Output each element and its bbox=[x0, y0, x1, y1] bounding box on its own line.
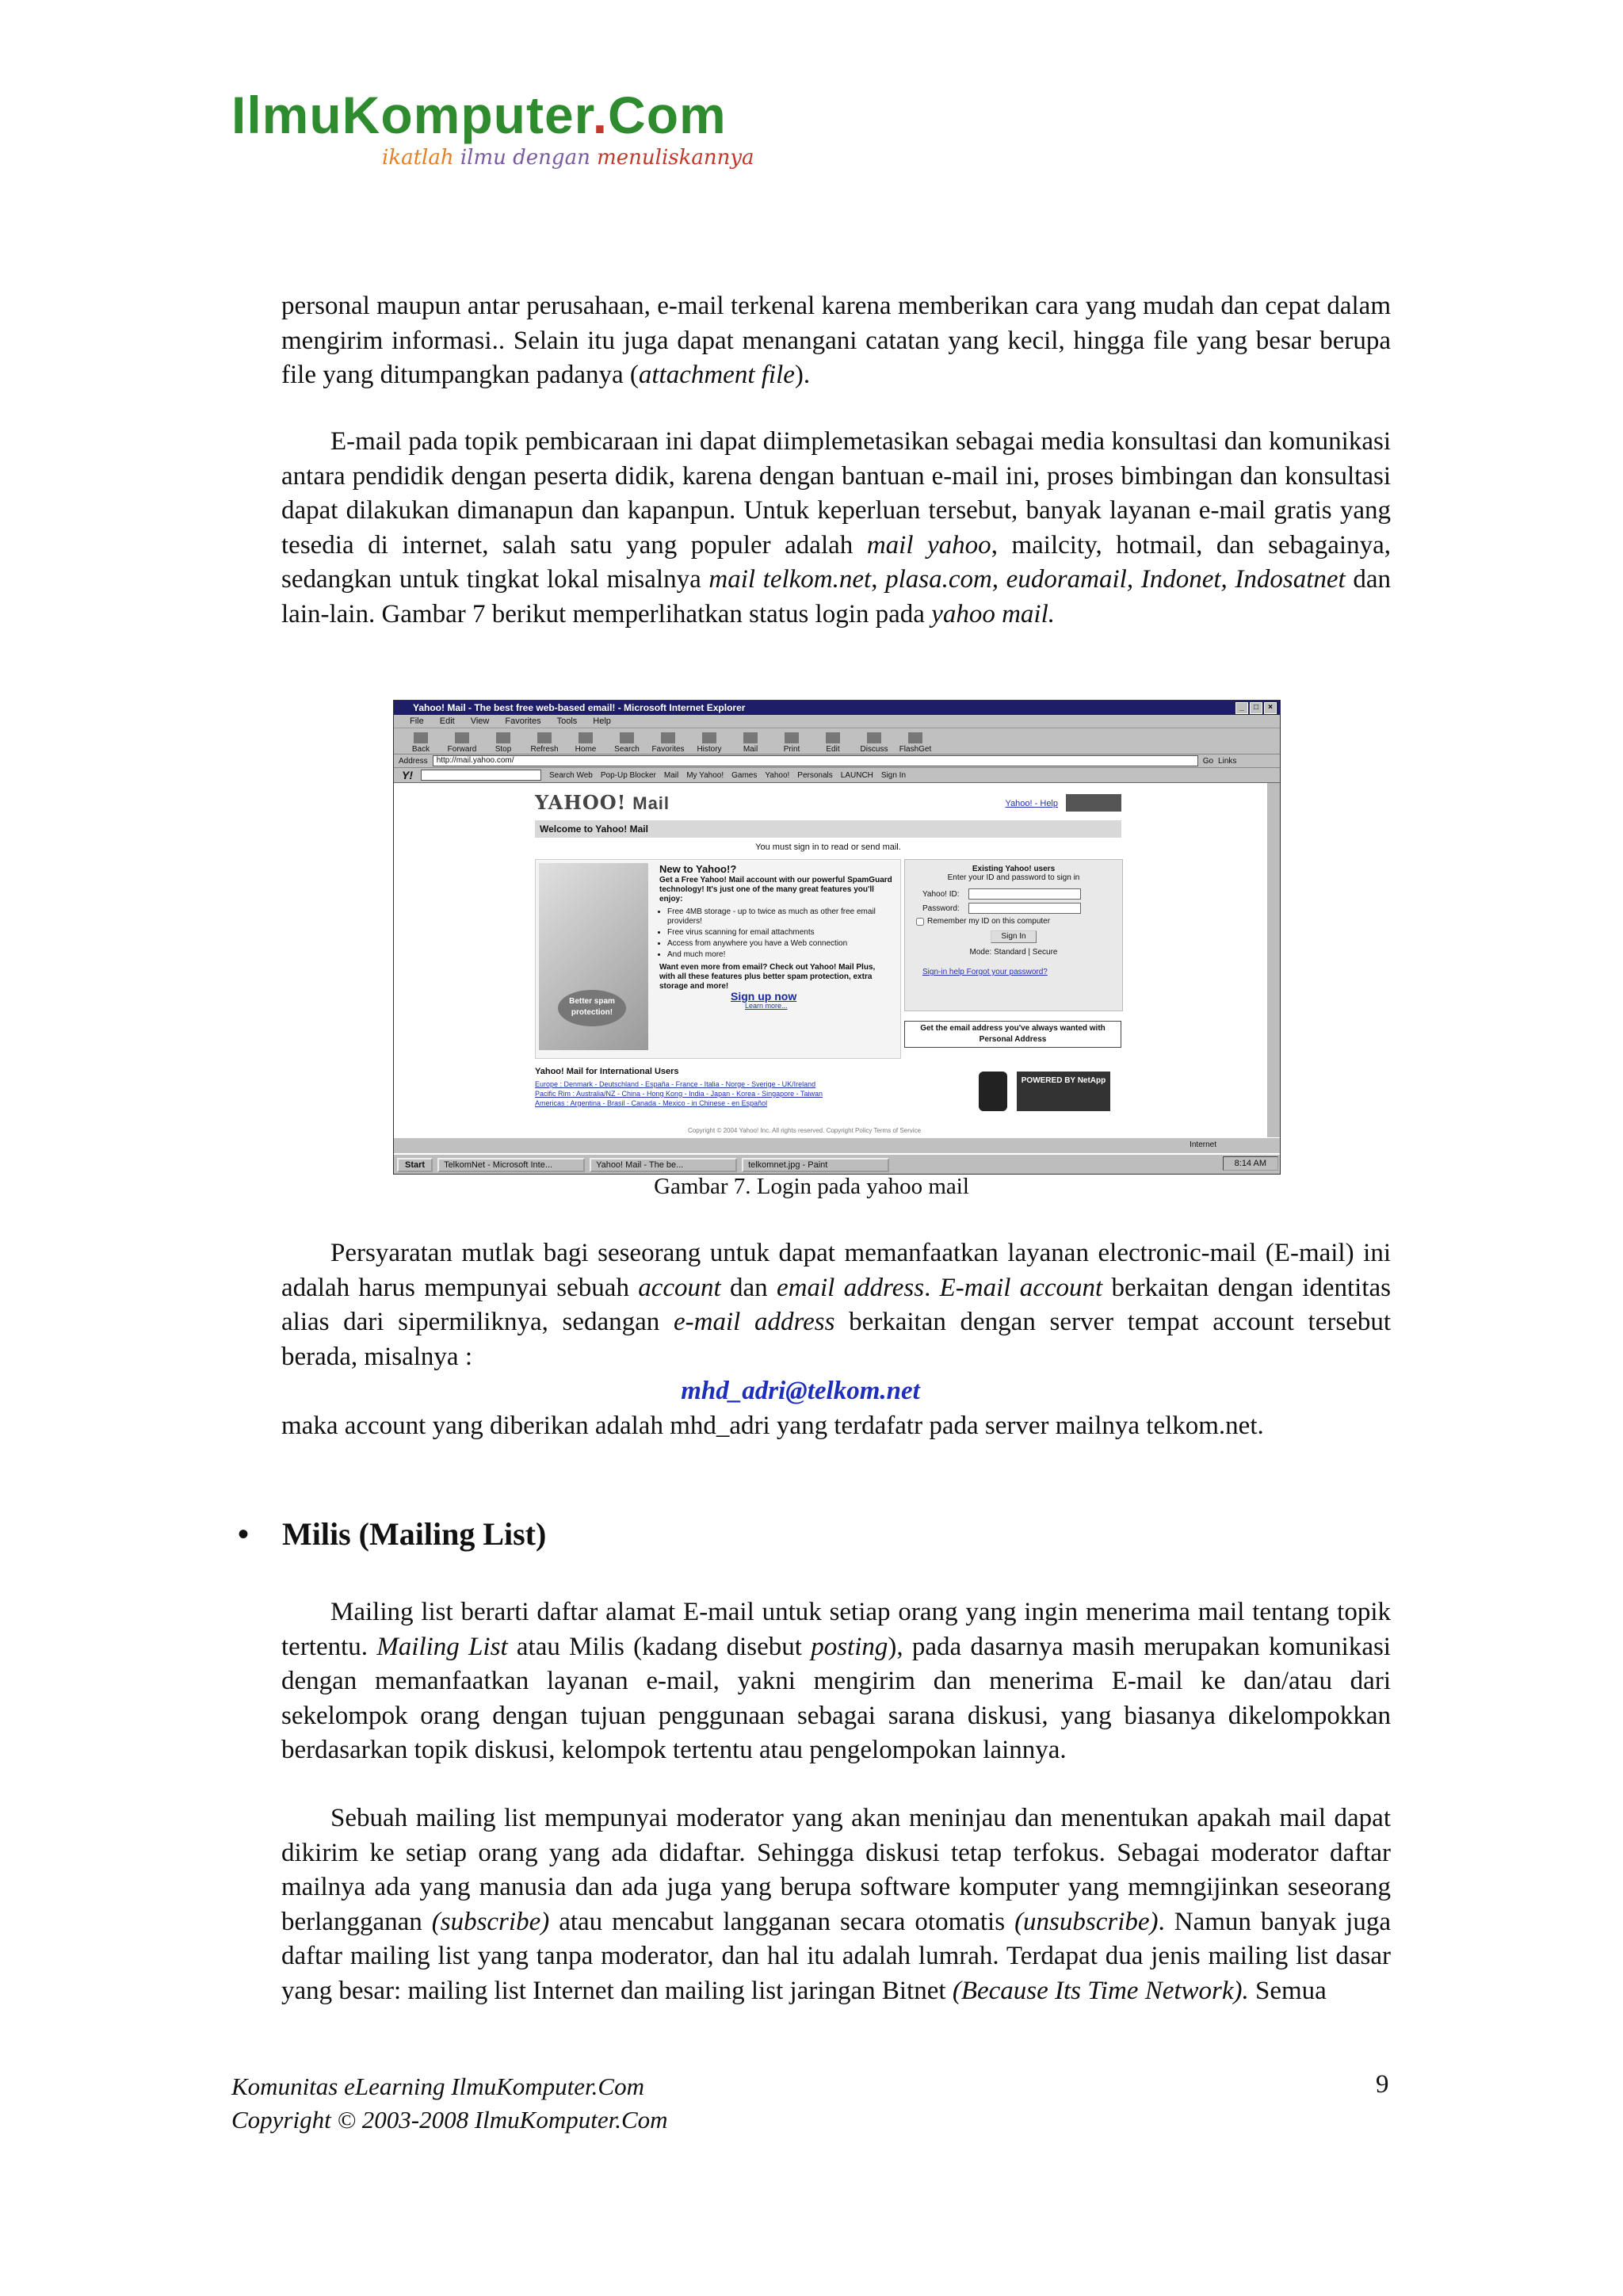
menu-file[interactable]: File bbox=[410, 716, 424, 726]
yahoo-mail-page bbox=[535, 791, 1121, 1134]
star-icon bbox=[661, 732, 675, 743]
footer-line-1: Komunitas eLearning IlmuKomputer.Com bbox=[231, 2073, 644, 2100]
taskbar-clock: 8:14 AM bbox=[1223, 1156, 1278, 1171]
menu-bar bbox=[394, 715, 1280, 728]
feature-item: • Free 4MB storage - up to twice as much as other free email providers! bbox=[667, 907, 892, 926]
address-input[interactable]: http://mail.yahoo.com/ bbox=[433, 755, 1198, 766]
games-button[interactable]: Games bbox=[731, 770, 758, 780]
status-zone: Internet bbox=[1190, 1140, 1216, 1149]
stop-icon bbox=[496, 732, 510, 743]
netapp-badge: POWERED BY NetApp bbox=[1017, 1072, 1110, 1111]
password-input[interactable] bbox=[968, 903, 1081, 914]
welcome-banner: Welcome to Yahoo! Mail bbox=[535, 820, 1121, 838]
links-button[interactable]: Links bbox=[1218, 756, 1237, 766]
yahoo-toolbar bbox=[394, 768, 1280, 783]
yahoo-search-input[interactable] bbox=[421, 770, 541, 781]
favorites-button[interactable]: Favorites bbox=[651, 732, 685, 754]
back-button[interactable]: Back bbox=[403, 732, 438, 754]
mail-plus-text: Want even more from email? Check out Yahoo! Mail Plus, with all these features plus better spam protection, extra storage and more! bbox=[659, 963, 876, 991]
paragraph-3: Persyaratan mutlak bagi seseorang untuk dapat memanfaatkan layanan electronic-mail (E-mail) ini adalah harus mempunyai sebuah account dan email address. E-mail account berkaitan dengan identitas alias dari sipermiliknya, sedangan e-mail address berkaitan dengan server tempat account tersebut berada, misalnya : mhd_adri@telkom.net maka account yang diberikan adalah mhd_adri yang terdafatr pada server mailnya telkom.net. bbox=[281, 1239, 1392, 1440]
forward-icon bbox=[455, 732, 469, 743]
refresh-button[interactable]: Refresh bbox=[527, 732, 562, 754]
feature-item: • And much more! bbox=[667, 950, 892, 960]
edit-button[interactable]: Edit bbox=[815, 732, 850, 754]
maximize-icon[interactable]: □ bbox=[1250, 702, 1262, 714]
sign-up-link[interactable]: Sign up now bbox=[731, 990, 797, 1003]
trust-seal-icon bbox=[979, 1072, 1007, 1111]
yahoo-help-links[interactable]: Yahoo! - Help bbox=[1005, 799, 1058, 808]
menu-tools[interactable]: Tools bbox=[556, 716, 578, 726]
menu-view[interactable]: View bbox=[470, 716, 490, 726]
site-logo bbox=[231, 86, 754, 170]
search-icon bbox=[620, 732, 634, 743]
paragraph-4: Mailing list berarti daftar alamat E-mail untuk setiap orang yang ingin menerima mail tentang topik tertentu. Mailing List atau Milis (kadang disebut posting), pada dasarnya masih merupakan komunikasi dengan memanfaatkan layanan e-mail, yakni mengirim dan menerima E-mail ke dan/atau dari sekelompok orang dengan tujuan penggunaan sebagai sarana diskusi, yang biasanya dikelompokkan berdasarkan topik diskusi, kelompok tertentu atau pengelompokan lainnya. bbox=[281, 1598, 1391, 1764]
print-icon bbox=[785, 732, 799, 743]
minimize-icon[interactable]: _ bbox=[1235, 702, 1248, 714]
window-titlebar: Yahoo! Mail - The best free web-based email! - Microsoft Internet Explorer _ □ × bbox=[394, 701, 1280, 715]
yahoo-button[interactable]: Yahoo! bbox=[765, 770, 790, 780]
launch-button[interactable]: LAUNCH bbox=[840, 770, 873, 780]
bullet-icon: • bbox=[238, 1516, 250, 1552]
taskbar bbox=[394, 1153, 1281, 1175]
yahoo-copyright: Copyright © 2004 Yahoo! Inc. All rights reserved. Copyright Policy Terms of Service bbox=[687, 1127, 922, 1134]
paragraph-1: personal maupun antar perusahaan, e-mail terkenal karena memberikan cara yang mudah dan cepat dalam mengirim informasi.. Selain itu juga dapat menangani catatan yang kecil, hingga file yang besar berupa file yang ditumpangkan padanya (attachment file). bbox=[281, 292, 1391, 389]
existing-user-sub: Enter your ID and password to sign in bbox=[947, 873, 1080, 882]
envelope-icon bbox=[539, 863, 648, 1050]
existing-user-heading: Existing Yahoo! users bbox=[972, 865, 1056, 873]
personals-button[interactable]: Personals bbox=[797, 770, 833, 780]
footer-line-2: Copyright © 2003-2008 IlmuKomputer.Com bbox=[231, 2106, 668, 2134]
figure-screenshot bbox=[393, 700, 1281, 1175]
paragraph-2: E-mail pada topik pembicaraan ini dapat diimplemetasikan sebagai media konsultasi dan komunikasi antara pendidik dengan peserta didik, karena dengan bantuan e-mail ini, proses bimbingan dan konsultasi dapat dilakukan dimanapun dan kapanpun. Untuk keperluan tersebut, banyak layanan e-mail gratis yang tesedia di internet, salah satu yang populer adalah mail yahoo, mailcity, hotmail, dan sebagainya, sedangkan untuk tingkat lokal misalnya mail telkom.net, plasa.com, eudoramail, Indonet, Indosatnet dan lain-lain. Gambar 7 berikut memperlihatkan status login pada yahoo mail. bbox=[281, 427, 1391, 628]
stop-button[interactable]: Stop bbox=[486, 732, 521, 754]
go-button[interactable]: Go bbox=[1202, 756, 1214, 766]
yahoo-toolbar-logo: Y! bbox=[402, 769, 413, 781]
taskbar-item[interactable]: TelkomNet - Microsoft Inte... bbox=[437, 1158, 585, 1172]
email-example[interactable]: mhd_adri@telkom.net bbox=[681, 1377, 920, 1405]
intl-heading: Yahoo! Mail for International Users bbox=[535, 1067, 679, 1076]
toolbar-sign-in-button[interactable]: Sign In bbox=[880, 770, 907, 780]
address-label: Address bbox=[399, 756, 428, 766]
existing-user-panel bbox=[904, 859, 1123, 1011]
flashget-icon bbox=[908, 732, 922, 743]
password-label: Password: bbox=[922, 904, 960, 913]
close-icon[interactable]: × bbox=[1264, 702, 1277, 714]
new-user-desc: Get a Free Yahoo! Mail account with our powerful SpamGuard technology! It's just one of the many great features you'll enjoy: bbox=[659, 876, 892, 904]
section-heading: • Milis (Mailing List) bbox=[238, 1516, 547, 1552]
yahoo-mail-button[interactable]: Mail bbox=[663, 770, 679, 780]
history-button[interactable]: History bbox=[692, 732, 727, 754]
personal-address-box[interactable]: Get the email address you've always wanted with Personal Address bbox=[904, 1021, 1121, 1048]
discuss-button[interactable]: Discuss bbox=[857, 732, 892, 754]
new-user-heading: New to Yahoo!? bbox=[659, 863, 737, 875]
menu-help[interactable]: Help bbox=[593, 716, 611, 726]
yahoo-id-label: Yahoo! ID: bbox=[922, 889, 960, 899]
paragraph-5: Sebuah mailing list mempunyai moderator yang akan meninjau dan menentukan apakah mail dapat dikirim ke setiap orang yang ada didaftar. Sehingga diskusi tetap terfokus. Sebagai moderator daftar mailnya ada yang manusia dan ada juga yang berupa software komputer yang memngijinkan seseorang berlangganan (subscribe) atau mencabut langganan secara otomatis (unsubscribe). Namun banyak juga daftar mailing list yang tanpa moderator, dan hal itu adalah lumrah. Terdapat dua jenis mailing list dasar yang besar: mailing list Internet dan mailing list jaringan Bitnet (Because Its Time Network). Semua bbox=[281, 1804, 1391, 2005]
print-button[interactable]: Print bbox=[774, 732, 809, 754]
refresh-icon bbox=[537, 732, 552, 743]
flashget-button[interactable]: FlashGet bbox=[898, 732, 933, 754]
hp-logo-icon bbox=[1066, 794, 1121, 812]
feature-item: • Free virus scanning for email attachments bbox=[667, 928, 892, 938]
features-list bbox=[659, 907, 892, 960]
intl-europe[interactable]: Europe : Denmark - Deutschland - España - France - Italia - Norge - Sverige - UK/Ireland bbox=[535, 1080, 816, 1088]
sign-in-notice: You must sign in to read or send mail. bbox=[755, 842, 901, 852]
footer bbox=[231, 2070, 668, 2137]
mode-selector[interactable]: Mode: Standard | Secure bbox=[969, 948, 1058, 957]
feature-item: • Access from anywhere you have a Web connection bbox=[667, 939, 892, 949]
home-button[interactable]: Home bbox=[568, 732, 603, 754]
international-users bbox=[535, 1067, 963, 1108]
browser-toolbar bbox=[394, 728, 1280, 755]
address-bar bbox=[394, 755, 1280, 768]
browser-content bbox=[394, 783, 1280, 1137]
status-bar bbox=[394, 1137, 1280, 1152]
yahoo-id-input[interactable] bbox=[968, 888, 1081, 900]
new-user-text bbox=[659, 865, 892, 1010]
remember-checkbox[interactable] bbox=[916, 918, 924, 926]
search-button[interactable]: Search bbox=[609, 732, 644, 754]
menu-favorites[interactable]: Favorites bbox=[505, 716, 541, 726]
mail-icon bbox=[743, 732, 758, 743]
sign-in-help-links[interactable]: Sign-in help Forgot your password? bbox=[922, 968, 1048, 976]
home-icon bbox=[579, 732, 593, 743]
page-number: 9 bbox=[1376, 2070, 1389, 2099]
intl-americas[interactable]: Americas : Argentina - Brasil - Canada - Mexico - in Chinese - en Español bbox=[535, 1099, 768, 1107]
menu-edit[interactable]: Edit bbox=[439, 716, 455, 726]
taskbar-item[interactable]: Yahoo! Mail - The be... bbox=[590, 1158, 737, 1172]
spam-protection-badge: Better spam protection! bbox=[558, 990, 626, 1026]
learn-more-link[interactable]: Learn more... bbox=[745, 1002, 788, 1010]
search-web-button[interactable]: Search Web bbox=[549, 770, 593, 780]
edit-icon bbox=[826, 732, 840, 743]
logo-wordmark: IlmuKomputer.Com bbox=[231, 86, 727, 144]
figure-caption: Gambar 7. Login pada yahoo mail bbox=[654, 1174, 969, 1199]
new-user-panel bbox=[535, 859, 901, 1059]
discuss-icon bbox=[867, 732, 881, 743]
forward-button[interactable]: Forward bbox=[445, 732, 479, 754]
back-icon bbox=[414, 732, 428, 743]
taskbar-item[interactable]: telkomnet.jpg - Paint bbox=[742, 1158, 889, 1172]
yahoo-mail-logo: YAHOO! Mail bbox=[535, 791, 670, 814]
logo-tagline: ikatlah ilmu dengan menuliskannya bbox=[382, 146, 754, 170]
popup-blocker-button[interactable]: Pop-Up Blocker bbox=[600, 770, 656, 780]
mail-button[interactable]: Mail bbox=[733, 732, 768, 754]
my-yahoo-button[interactable]: My Yahoo! bbox=[686, 770, 724, 780]
start-button[interactable]: Start bbox=[397, 1158, 433, 1172]
intl-pacific[interactable]: Pacific Rim : Australia/NZ - China - Hong Kong - India - Japan - Korea - Singapore - Taiwan bbox=[535, 1090, 823, 1098]
sign-in-button[interactable]: Sign In bbox=[991, 930, 1037, 943]
remember-label: Remember my ID on this computer bbox=[927, 917, 1051, 926]
history-icon bbox=[702, 732, 716, 743]
